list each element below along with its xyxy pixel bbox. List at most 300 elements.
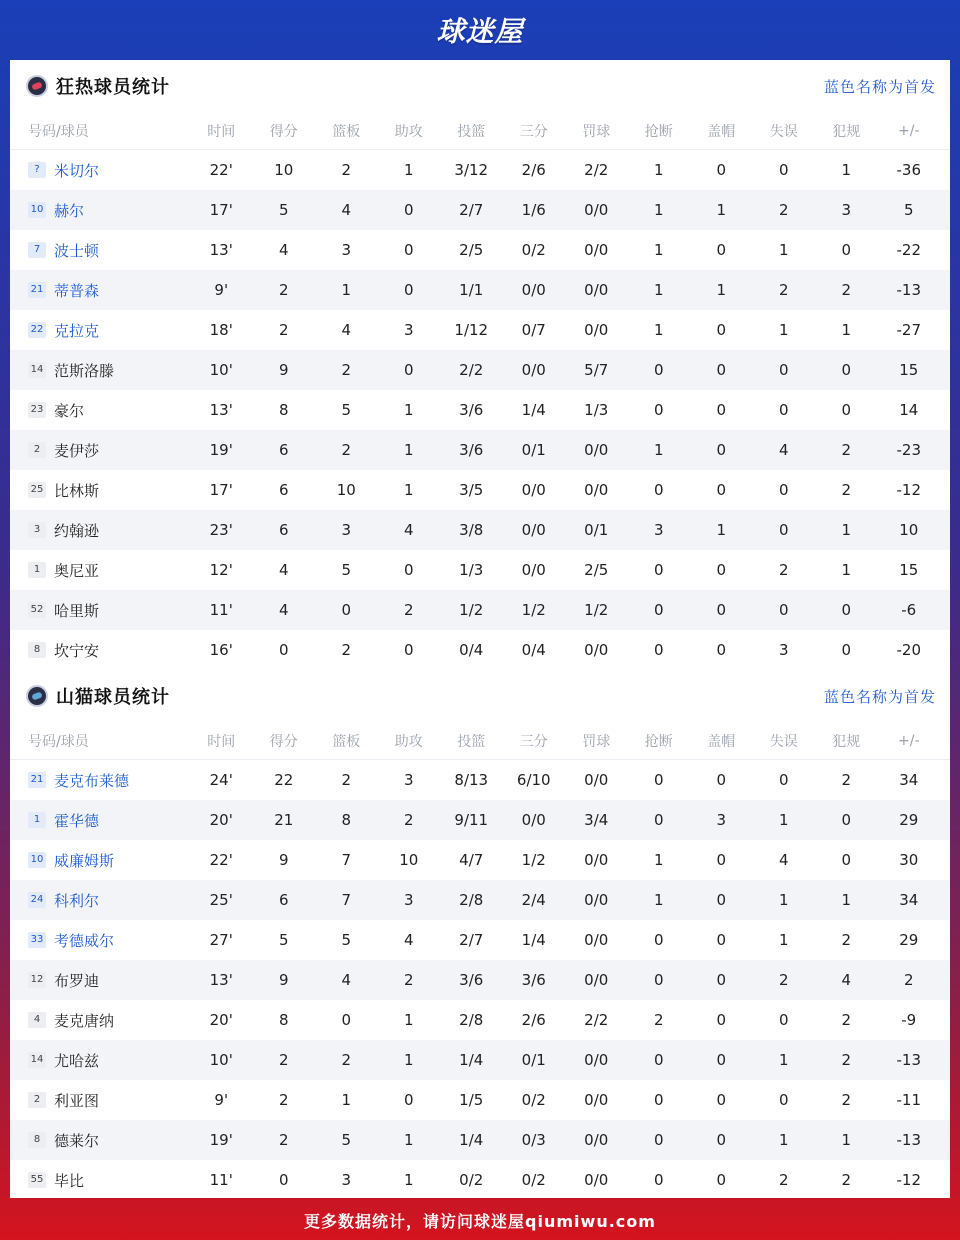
stat-cell: 6: [278, 481, 289, 499]
player-row[interactable]: [10, 1080, 950, 1120]
stat-cell: -11: [896, 1091, 921, 1109]
stat-cell: 0/0: [584, 891, 609, 909]
stat-cell: 3: [341, 521, 352, 539]
stat-cell: 5: [341, 561, 352, 579]
player-row[interactable]: [10, 310, 950, 350]
stat-cell: 0: [716, 161, 727, 179]
player-name[interactable]: 考德威尔: [54, 931, 115, 950]
stat-cell: 2: [841, 481, 852, 499]
stat-cell: 0/0: [584, 241, 609, 259]
stat-cell: 0: [653, 1091, 664, 1109]
column-header: 犯规: [832, 733, 861, 750]
stat-cell: 4: [341, 201, 352, 219]
stat-cell: -13: [896, 1131, 921, 1149]
stat-cell: 3/12: [454, 161, 489, 179]
player-name[interactable]: 克拉克: [54, 321, 100, 340]
stat-cell: 0: [716, 771, 727, 789]
player-name[interactable]: 麦克布莱德: [54, 771, 130, 790]
stat-cell: 2/2: [459, 361, 484, 379]
stat-cell: 1: [841, 561, 852, 579]
player-name[interactable]: 范斯洛滕: [54, 361, 115, 380]
stat-cell: 2: [841, 441, 852, 459]
team1-header: [10, 60, 950, 112]
stat-cell: 20': [209, 811, 233, 829]
stat-cell: 0: [716, 241, 727, 259]
stat-cell: 2/6: [521, 1011, 546, 1029]
stat-cell: 5/7: [584, 361, 609, 379]
team1-stats-table: [10, 112, 950, 670]
stat-cell: 1: [778, 891, 789, 909]
stat-cell: 0: [778, 481, 789, 499]
stat-cell: 0: [403, 561, 414, 579]
player-cell: [10, 1170, 190, 1191]
stat-cell: 3: [403, 891, 414, 909]
player-row[interactable]: [10, 390, 950, 430]
column-header: 助攻: [394, 123, 423, 140]
column-header: 抢断: [644, 123, 673, 140]
column-header: 投篮: [457, 123, 486, 140]
stat-cell: 2: [403, 971, 414, 989]
stat-cell: 6: [278, 521, 289, 539]
stat-cell: 1: [341, 281, 352, 299]
player-name[interactable]: 哈里斯: [54, 601, 100, 620]
column-header: 助攻: [394, 733, 423, 750]
stat-cell: 1: [403, 1011, 414, 1029]
stat-cell: 0: [716, 641, 727, 659]
column-header: +/-: [898, 732, 920, 749]
player-row[interactable]: [10, 350, 950, 390]
stat-cell: 2: [841, 771, 852, 789]
column-header: +/-: [898, 122, 920, 139]
stat-cell: 0: [716, 401, 727, 419]
stat-cell: 2: [841, 281, 852, 299]
stat-cell: 0: [716, 481, 727, 499]
stat-cell: 3/6: [459, 971, 484, 989]
jersey-number: 25: [28, 482, 46, 498]
stat-cell: 1/12: [454, 321, 489, 339]
player-cell: [10, 600, 190, 621]
player-row[interactable]: [10, 430, 950, 470]
stat-cell: 8: [341, 811, 352, 829]
stat-cell: 34: [899, 771, 919, 789]
team2-section: [10, 670, 950, 1200]
stat-cell: 1: [403, 481, 414, 499]
jersey-number: 12: [28, 972, 46, 988]
player-row[interactable]: [10, 800, 950, 840]
stat-cell: 34: [899, 891, 919, 909]
stat-cell: 0/4: [459, 641, 484, 659]
player-name[interactable]: 毕比: [54, 1171, 85, 1190]
stat-cell: 0: [778, 1011, 789, 1029]
player-name[interactable]: 坎宁安: [54, 641, 100, 660]
stat-cell: 5: [278, 931, 289, 949]
stat-cell: 4: [278, 601, 289, 619]
team2-logo-icon: [26, 685, 48, 707]
player-name[interactable]: 德莱尔: [54, 1131, 100, 1150]
stat-cell: 2: [341, 1051, 352, 1069]
player-cell: [10, 810, 190, 831]
stat-cell: 1: [841, 521, 852, 539]
player-cell: [10, 160, 190, 181]
player-row[interactable]: [10, 230, 950, 270]
stat-cell: 1/3: [459, 561, 484, 579]
stat-cell: 2/5: [584, 561, 609, 579]
stat-cell: 0/0: [584, 321, 609, 339]
column-header: 篮板: [332, 123, 361, 140]
stat-cell: 2: [903, 971, 914, 989]
stat-cell: 0: [716, 1051, 727, 1069]
player-row[interactable]: [10, 1000, 950, 1040]
stat-cell: 1: [778, 1131, 789, 1149]
stat-cell: 1: [403, 401, 414, 419]
player-cell: [10, 1130, 190, 1151]
stat-cell: 1: [716, 201, 727, 219]
stat-cell: 3: [341, 241, 352, 259]
player-row[interactable]: [10, 630, 950, 670]
stat-cell: 0: [778, 771, 789, 789]
stat-cell: 30: [899, 851, 919, 869]
stat-cell: 6/10: [516, 771, 551, 789]
stat-cell: 16': [209, 641, 233, 659]
stat-cell: 3: [341, 1171, 352, 1189]
player-row[interactable]: [10, 510, 950, 550]
site-logo[interactable]: 球迷屋: [436, 15, 524, 48]
stat-cell: 17': [209, 201, 233, 219]
stat-cell: 10': [209, 361, 233, 379]
stat-cell: 4: [778, 441, 789, 459]
player-cell: [10, 480, 190, 501]
stat-cell: 1: [778, 1051, 789, 1069]
stat-cell: 2: [341, 771, 352, 789]
player-row[interactable]: [10, 550, 950, 590]
stat-cell: 2: [278, 1051, 289, 1069]
stat-cell: 1: [403, 1051, 414, 1069]
stat-cell: 0/1: [521, 1051, 546, 1069]
stat-cell: 9/11: [454, 811, 489, 829]
column-header: 盖帽: [707, 733, 736, 750]
stat-cell: 0/0: [584, 1131, 609, 1149]
stat-cell: 2: [278, 1091, 289, 1109]
column-header: 号码/球员: [28, 733, 89, 750]
jersey-number: 21: [28, 772, 46, 788]
stat-cell: 0: [653, 771, 664, 789]
stat-cell: 20': [209, 1011, 233, 1029]
stat-cell: 0: [778, 161, 789, 179]
stat-cell: 8: [278, 1011, 289, 1029]
stat-cell: 2/5: [459, 241, 484, 259]
jersey-number: 4: [28, 1012, 46, 1028]
column-header: 投篮: [457, 733, 486, 750]
player-name[interactable]: 蒂普森: [54, 281, 100, 300]
stat-cell: 0: [716, 1091, 727, 1109]
stat-cell: 3/5: [459, 481, 484, 499]
jersey-number: 1: [28, 562, 46, 578]
stat-cell: 1/4: [521, 931, 546, 949]
player-row[interactable]: [10, 920, 950, 960]
stat-cell: 1/6: [521, 201, 546, 219]
stat-cell: 13': [209, 401, 233, 419]
player-name[interactable]: 米切尔: [54, 161, 100, 180]
stat-cell: -12: [896, 1171, 921, 1189]
stat-cell: 1: [778, 931, 789, 949]
player-row[interactable]: [10, 880, 950, 920]
stat-cell: 1: [841, 321, 852, 339]
column-header: 三分: [519, 733, 548, 750]
stat-cell: 2: [841, 1171, 852, 1189]
stat-cell: 0/0: [584, 441, 609, 459]
player-row[interactable]: [10, 190, 950, 230]
stat-cell: 0: [841, 241, 852, 259]
team1-starter-note: 蓝色名称为首发: [823, 77, 936, 96]
stat-cell: 13': [209, 971, 233, 989]
stat-cell: 25': [209, 891, 233, 909]
stat-cell: 0/0: [584, 281, 609, 299]
column-header: 三分: [519, 123, 548, 140]
stat-cell: 0: [278, 641, 289, 659]
stat-cell: 8: [278, 401, 289, 419]
player-cell: [10, 850, 190, 871]
player-cell: [10, 1090, 190, 1111]
stat-cell: 10: [274, 161, 294, 179]
stat-cell: 0: [341, 1011, 352, 1029]
stat-cell: 0/0: [521, 481, 546, 499]
stat-cell: 1: [403, 1131, 414, 1149]
player-row[interactable]: [10, 470, 950, 510]
player-cell: [10, 200, 190, 221]
player-name[interactable]: 霍华德: [54, 811, 100, 830]
jersey-number: 10: [28, 202, 46, 218]
stat-cell: 1/4: [459, 1051, 484, 1069]
stat-cell: 1/3: [584, 401, 609, 419]
player-row[interactable]: [10, 1120, 950, 1160]
stat-cell: 0: [716, 361, 727, 379]
team1-logo-icon: [26, 75, 48, 97]
stat-cell: 0: [341, 601, 352, 619]
column-header: 号码/球员: [28, 123, 89, 140]
stat-cell: 1/2: [521, 601, 546, 619]
stat-cell: 0: [403, 281, 414, 299]
stat-cell: 0: [403, 1091, 414, 1109]
stat-cell: -20: [896, 641, 921, 659]
stat-cell: 4: [403, 521, 414, 539]
team1-section: [10, 60, 950, 670]
footer-banner[interactable]: 更多数据统计，请访问球迷屋qiumiwu.com: [304, 1211, 656, 1231]
stat-cell: 0: [403, 361, 414, 379]
stat-cell: 12': [209, 561, 233, 579]
player-row[interactable]: [10, 1160, 950, 1200]
stat-cell: 0: [778, 521, 789, 539]
player-name[interactable]: 尤哈兹: [54, 1051, 100, 1070]
player-cell: [10, 970, 190, 991]
stat-cell: 29: [899, 811, 919, 829]
stat-cell: 0: [653, 561, 664, 579]
column-header: 失误: [769, 123, 798, 140]
stat-cell: 15: [899, 361, 919, 379]
stat-cell: 0/0: [584, 641, 609, 659]
stat-cell: 0/0: [521, 811, 546, 829]
player-cell: [10, 890, 190, 911]
column-header: 得分: [269, 733, 298, 750]
stat-cell: 0: [278, 1171, 289, 1189]
stat-cell: 19': [209, 1131, 233, 1149]
stat-cell: 19': [209, 441, 233, 459]
stat-cell: 9: [278, 361, 289, 379]
jersey-number: 7: [28, 242, 46, 258]
stat-cell: 3/6: [459, 441, 484, 459]
player-name[interactable]: 麦伊莎: [54, 441, 100, 460]
stat-cell: 0: [778, 601, 789, 619]
stat-cell: 0: [653, 971, 664, 989]
jersey-number: 24: [28, 892, 46, 908]
stat-cell: 29: [899, 931, 919, 949]
stat-cell: 1/5: [459, 1091, 484, 1109]
stat-cell: 0/0: [584, 201, 609, 219]
stat-cell: 6: [278, 441, 289, 459]
player-row[interactable]: [10, 150, 950, 190]
player-row[interactable]: [10, 960, 950, 1000]
jersey-number: 14: [28, 362, 46, 378]
stat-cell: 0/4: [521, 641, 546, 659]
player-row[interactable]: [10, 1040, 950, 1080]
column-header: 时间: [207, 733, 236, 750]
player-name[interactable]: 麦克唐纳: [54, 1011, 115, 1030]
player-name[interactable]: 奥尼亚: [54, 561, 100, 580]
player-name[interactable]: 利亚图: [54, 1091, 100, 1110]
stat-cell: -23: [896, 441, 921, 459]
player-name[interactable]: 波士顿: [54, 241, 100, 260]
stat-cell: 0/0: [521, 281, 546, 299]
player-cell: [10, 360, 190, 381]
player-row[interactable]: [10, 270, 950, 310]
stat-cell: 14: [899, 401, 919, 419]
player-name[interactable]: 科利尔: [54, 891, 100, 910]
stat-cell: -27: [896, 321, 921, 339]
player-name[interactable]: 豪尔: [54, 401, 85, 420]
player-name[interactable]: 威廉姆斯: [54, 851, 115, 870]
player-name[interactable]: 赫尔: [54, 201, 85, 220]
stat-cell: 0: [716, 1131, 727, 1149]
column-header: 得分: [269, 123, 298, 140]
stat-cell: -13: [896, 281, 921, 299]
stat-cell: 0: [778, 401, 789, 419]
stat-cell: 3: [841, 201, 852, 219]
stat-cell: 0/0: [584, 481, 609, 499]
stat-cell: 0/0: [584, 1171, 609, 1189]
column-header: 篮板: [332, 733, 361, 750]
stat-cell: 4: [278, 561, 289, 579]
stat-cell: 2: [403, 601, 414, 619]
stat-cell: 1: [653, 201, 664, 219]
stat-cell: 27': [209, 931, 233, 949]
stat-cell: 2: [278, 321, 289, 339]
stat-cell: 2: [653, 1011, 664, 1029]
stat-cell: 15: [899, 561, 919, 579]
jersey-number: 8: [28, 642, 46, 658]
stat-cell: 1: [716, 281, 727, 299]
jersey-number: 2: [28, 442, 46, 458]
stat-cell: 0/2: [459, 1171, 484, 1189]
stat-cell: 0/0: [521, 521, 546, 539]
stat-cell: 0: [653, 641, 664, 659]
player-name[interactable]: 比林斯: [54, 481, 100, 500]
stat-cell: 1: [841, 161, 852, 179]
player-row[interactable]: [10, 840, 950, 880]
player-row[interactable]: [10, 760, 950, 800]
player-cell: [10, 560, 190, 581]
stat-cell: 2/8: [459, 891, 484, 909]
stat-cell: 1: [653, 441, 664, 459]
stat-cell: 1: [403, 1171, 414, 1189]
stat-cell: 1: [341, 1091, 352, 1109]
stat-cell: 0: [778, 1091, 789, 1109]
stat-cell: 0/0: [584, 971, 609, 989]
player-name[interactable]: 布罗迪: [54, 971, 100, 990]
player-name[interactable]: 约翰逊: [54, 521, 100, 540]
stat-cell: 4: [403, 931, 414, 949]
stat-cell: 10: [336, 481, 356, 499]
stat-cell: 3: [403, 771, 414, 789]
stat-cell: 0: [716, 971, 727, 989]
stat-cell: 0/0: [584, 931, 609, 949]
team1-title: 狂热球员统计: [56, 77, 170, 98]
player-cell: [10, 240, 190, 261]
player-cell: [10, 1010, 190, 1031]
jersey-number: 55: [28, 1172, 46, 1188]
stat-cell: 1: [716, 521, 727, 539]
stat-cell: 4: [841, 971, 852, 989]
jersey-number: 21: [28, 282, 46, 298]
stat-cell: 0: [716, 891, 727, 909]
stat-cell: 6: [278, 891, 289, 909]
stat-cell: 0/0: [584, 851, 609, 869]
stat-cell: 0: [653, 1171, 664, 1189]
stat-cell: 0: [841, 851, 852, 869]
stat-cell: 1: [653, 321, 664, 339]
stat-cell: 7: [341, 891, 352, 909]
stat-cell: 3: [716, 811, 727, 829]
stat-cell: 4: [341, 321, 352, 339]
player-cell: [10, 930, 190, 951]
jersey-number: 23: [28, 402, 46, 418]
stat-cell: 10: [899, 521, 919, 539]
stat-cell: 0: [403, 201, 414, 219]
stat-cell: 1: [403, 441, 414, 459]
stat-cell: 2/2: [584, 1011, 609, 1029]
stat-cell: 22: [274, 771, 294, 789]
stat-cell: -13: [896, 1051, 921, 1069]
column-header: 罚球: [582, 123, 611, 140]
stat-cell: 0: [716, 561, 727, 579]
stat-cell: 2: [341, 441, 352, 459]
stat-cell: 3/6: [459, 401, 484, 419]
stat-cell: 3: [403, 321, 414, 339]
stat-cell: 0: [653, 481, 664, 499]
stat-cell: -6: [901, 601, 917, 619]
stat-cell: 2/2: [584, 161, 609, 179]
stat-cell: 0: [841, 361, 852, 379]
player-cell: [10, 320, 190, 341]
player-row[interactable]: [10, 590, 950, 630]
stats-panel: [10, 60, 950, 1198]
stat-cell: 0: [778, 361, 789, 379]
stat-cell: 0: [716, 441, 727, 459]
jersey-number: 33: [28, 932, 46, 948]
stat-cell: 2/6: [521, 161, 546, 179]
stat-cell: 24': [209, 771, 233, 789]
jersey-number: 10: [28, 852, 46, 868]
stat-cell: 0/0: [584, 771, 609, 789]
team2-stats-table: [10, 722, 950, 1200]
